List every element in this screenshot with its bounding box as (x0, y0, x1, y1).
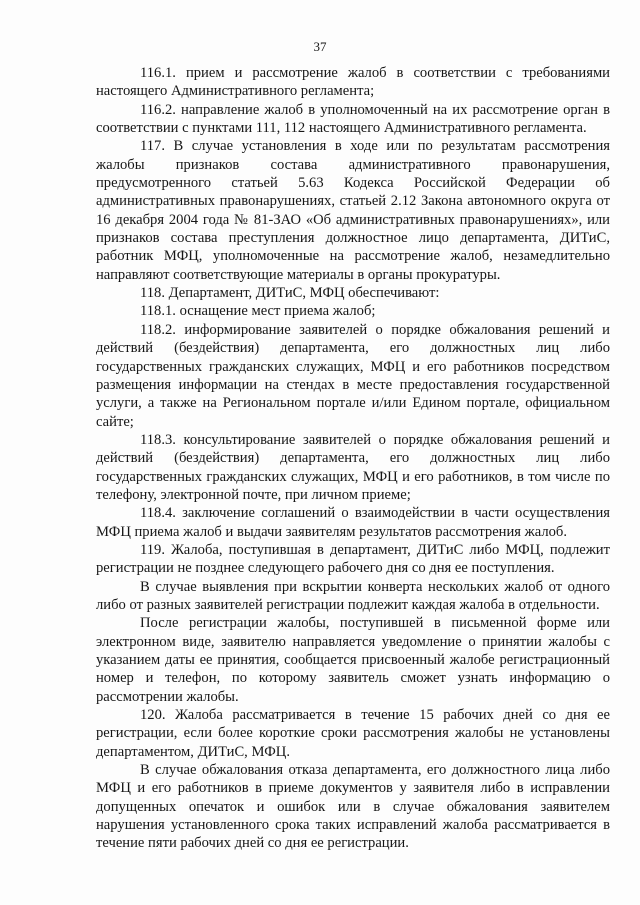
paragraph-119: 119. Жалоба, поступившая в департамент, ДИТиС либо МФЦ, подлежит регистрации не позднее следующего рабочего дня со дня ее поступления. (96, 541, 610, 577)
paragraph-116-1: 116.1. прием и рассмотрение жалоб в соответствии с требованиями настоящего Административного регламента; (96, 65, 610, 100)
paragraph-refusal-appeal: В случае обжалования отказа департамента, его должностного лица либо МФЦ и его работников в приеме документов у заявителя либо в исправлении допущенных опечаток и ошибок или в случае обжалования заявителем нарушения установленного срока таких исправлений жалоба рассматривается в течение пяти рабочих дней со дня ее регистрации. (96, 762, 610, 852)
paragraph-117: 117. В случае установления в ходе или по результатам рассмотрения жалобы признаков состава административного правонарушения, предусмотренного статьей 5.63 Кодекса Российской Федерации об административных правонарушениях, статьей 2.12 Закона автономного округа от 16 декабря 2004 года № 81-ЗАО «Об административных правонарушениях», или признаков состава преступления должностное лицо департамента, ДИТиС, работник МФЦ, уполномоченные на рассмотрение жалоб, незамедлительно направляют соответствующие материалы в органы прокуратуры. (96, 138, 610, 283)
paragraph-118-3: 118.3. консультирование заявителей о порядке обжалования решений и действий (бездействия) департамента, его должностных лиц либо государственных гражданских служащих, МФЦ и его работников, в том числе по телефону, электронной почте, при личном приеме; (96, 431, 610, 503)
paragraph-120: 120. Жалоба рассматривается в течение 15 рабочих дней со дня ее регистрации, если более короткие сроки рассмотрения жалобы не установлены департаментом, ДИТиС, МФЦ. (96, 707, 610, 760)
document-body (96, 64, 610, 853)
paragraph-116-2: 116.2. направление жалоб в уполномоченный на их рассмотрение орган в соответствии с пунктами 111, 112 настоящего Административного регламента. (96, 101, 610, 137)
paragraph-118: 118. Департамент, ДИТиС, МФЦ обеспечивают: (140, 285, 440, 302)
page-number: 37 (313, 39, 327, 54)
paragraph-registration-notice: После регистрации жалобы, поступившей в письменной форме или электронном виде, заявителю направляется уведомление о принятии жалобы с указанием даты ее принятия, сообщается присвоенный жалобе регистрационный номер и телефон, по которому заявитель сможет узнать информацию о рассмотрении жалобы. (96, 615, 610, 705)
paragraph-multiple-complaints: В случае выявления при вскрытии конверта нескольких жалоб от одного либо от разных заявителей регистрации подлежит каждая жалоба в отдельности. (96, 578, 610, 613)
paragraph-118-4: 118.4. заключение соглашений о взаимодействии в части осуществления МФЦ приема жалоб и выдачи заявителям результатов рассмотрения жалоб. (96, 505, 610, 540)
paragraph-118-1: 118.1. оснащение мест приема жалоб; (140, 303, 376, 320)
paragraph-118-2: 118.2. информирование заявителей о порядке обжалования решений и действий (бездействия) департамента, его должностных лиц либо государственных гражданских служащих, МФЦ и его работников посредством размещения информации на стендах в месте предоставления государственной услуги, а также на Региональном портале и/или Едином портале, официальном сайте; (96, 321, 610, 430)
